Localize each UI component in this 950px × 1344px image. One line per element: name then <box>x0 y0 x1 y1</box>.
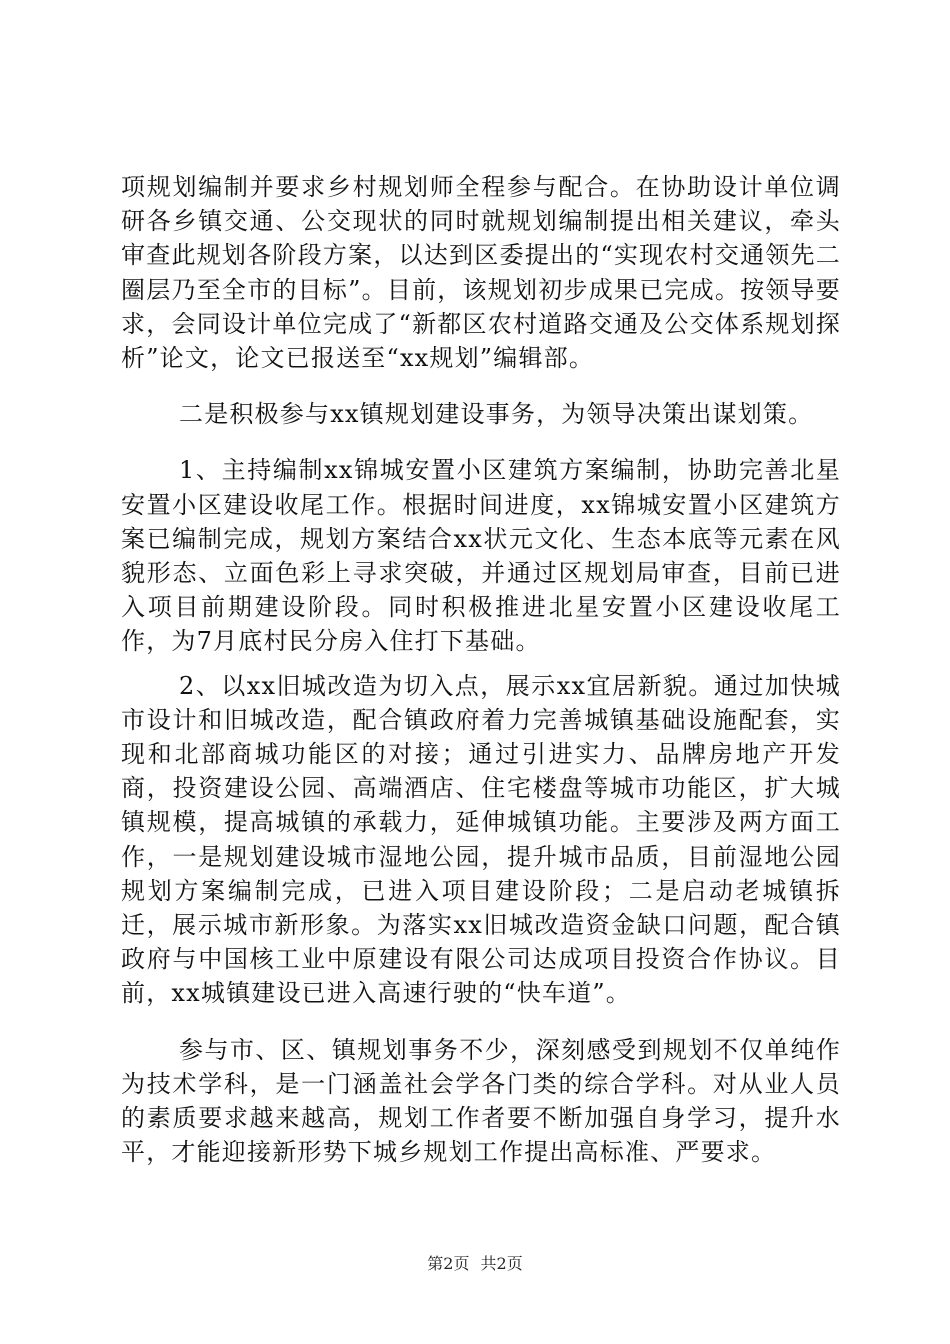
paragraph-item-one: 1、主持编制xx锦城安置小区建筑方案编制，协助完善北星安置小区建设收尾工作。根据时间进度，xx锦城安置小区建筑方案已编制完成，规划方案结合xx状元文化、生态本底等元素在风貌形态、立面色彩上寻求突破，并通过区规划局审查，目前已进入项目前期建设阶段。同时积极推进北星安置小区建设收尾工作，为7月底村民分房入住打下基础。 <box>121 456 841 656</box>
paragraph-item-two: 2、以xx旧城改造为切入点，展示xx宜居新貌。通过加快城市设计和旧城改造，配合镇政府着力完善城镇基础设施配套，实现和北部商城功能区的对接；通过引进实力、品牌房地产开发商，投资建设公园、高端酒店、住宅楼盘等城市功能区，扩大城镇规模，提高城镇的承载力，延伸城镇功能。主要涉及两方面工作，一是规划建设城市湿地公园，提升城市品质，目前湿地公园规划方案编制完成，已进入项目建设阶段；二是启动老城镇拆迁，展示城市新形象。为落实xx旧城改造资金缺口问题，配合镇政府与中国核工业中原建设有限公司达成项目投资合作协议。目前，xx城镇建设已进入高速行驶的“快车道”。 <box>121 671 841 1008</box>
page-number-current: 第2页 <box>427 1254 470 1273</box>
page-number-total: 共2页 <box>480 1254 523 1273</box>
page-footer <box>0 1254 950 1274</box>
paragraph-continuation: 项规划编制并要求乡村规划师全程参与配合。在协助设计单位调研各乡镇交通、公交现状的同时就规划编制提出相关建议，牵头审查此规划各阶段方案，以达到区委提出的“实现农村交通领先二圈层乃至全市的目标”。目前，该规划初步成果已完成。按领导要求，会同设计单位完成了“新都区农村道路交通及公交体系规划探析”论文，论文已报送至“xx规划”编辑部。 <box>121 173 841 373</box>
paragraph-section-two: 二是积极参与xx镇规划建设事务，为领导决策出谋划策。 <box>179 400 814 429</box>
paragraph-conclusion: 参与市、区、镇规划事务不少，深刻感受到规划不仅单纯作为技术学科，是一门涵盖社会学各门类的综合学科。对从业人员的素质要求越来越高，规划工作者要不断加强自身学习，提升水平，才能迎接新形势下城乡规划工作提出高标准、严要求。 <box>121 1035 841 1167</box>
document-body <box>121 170 841 1169</box>
